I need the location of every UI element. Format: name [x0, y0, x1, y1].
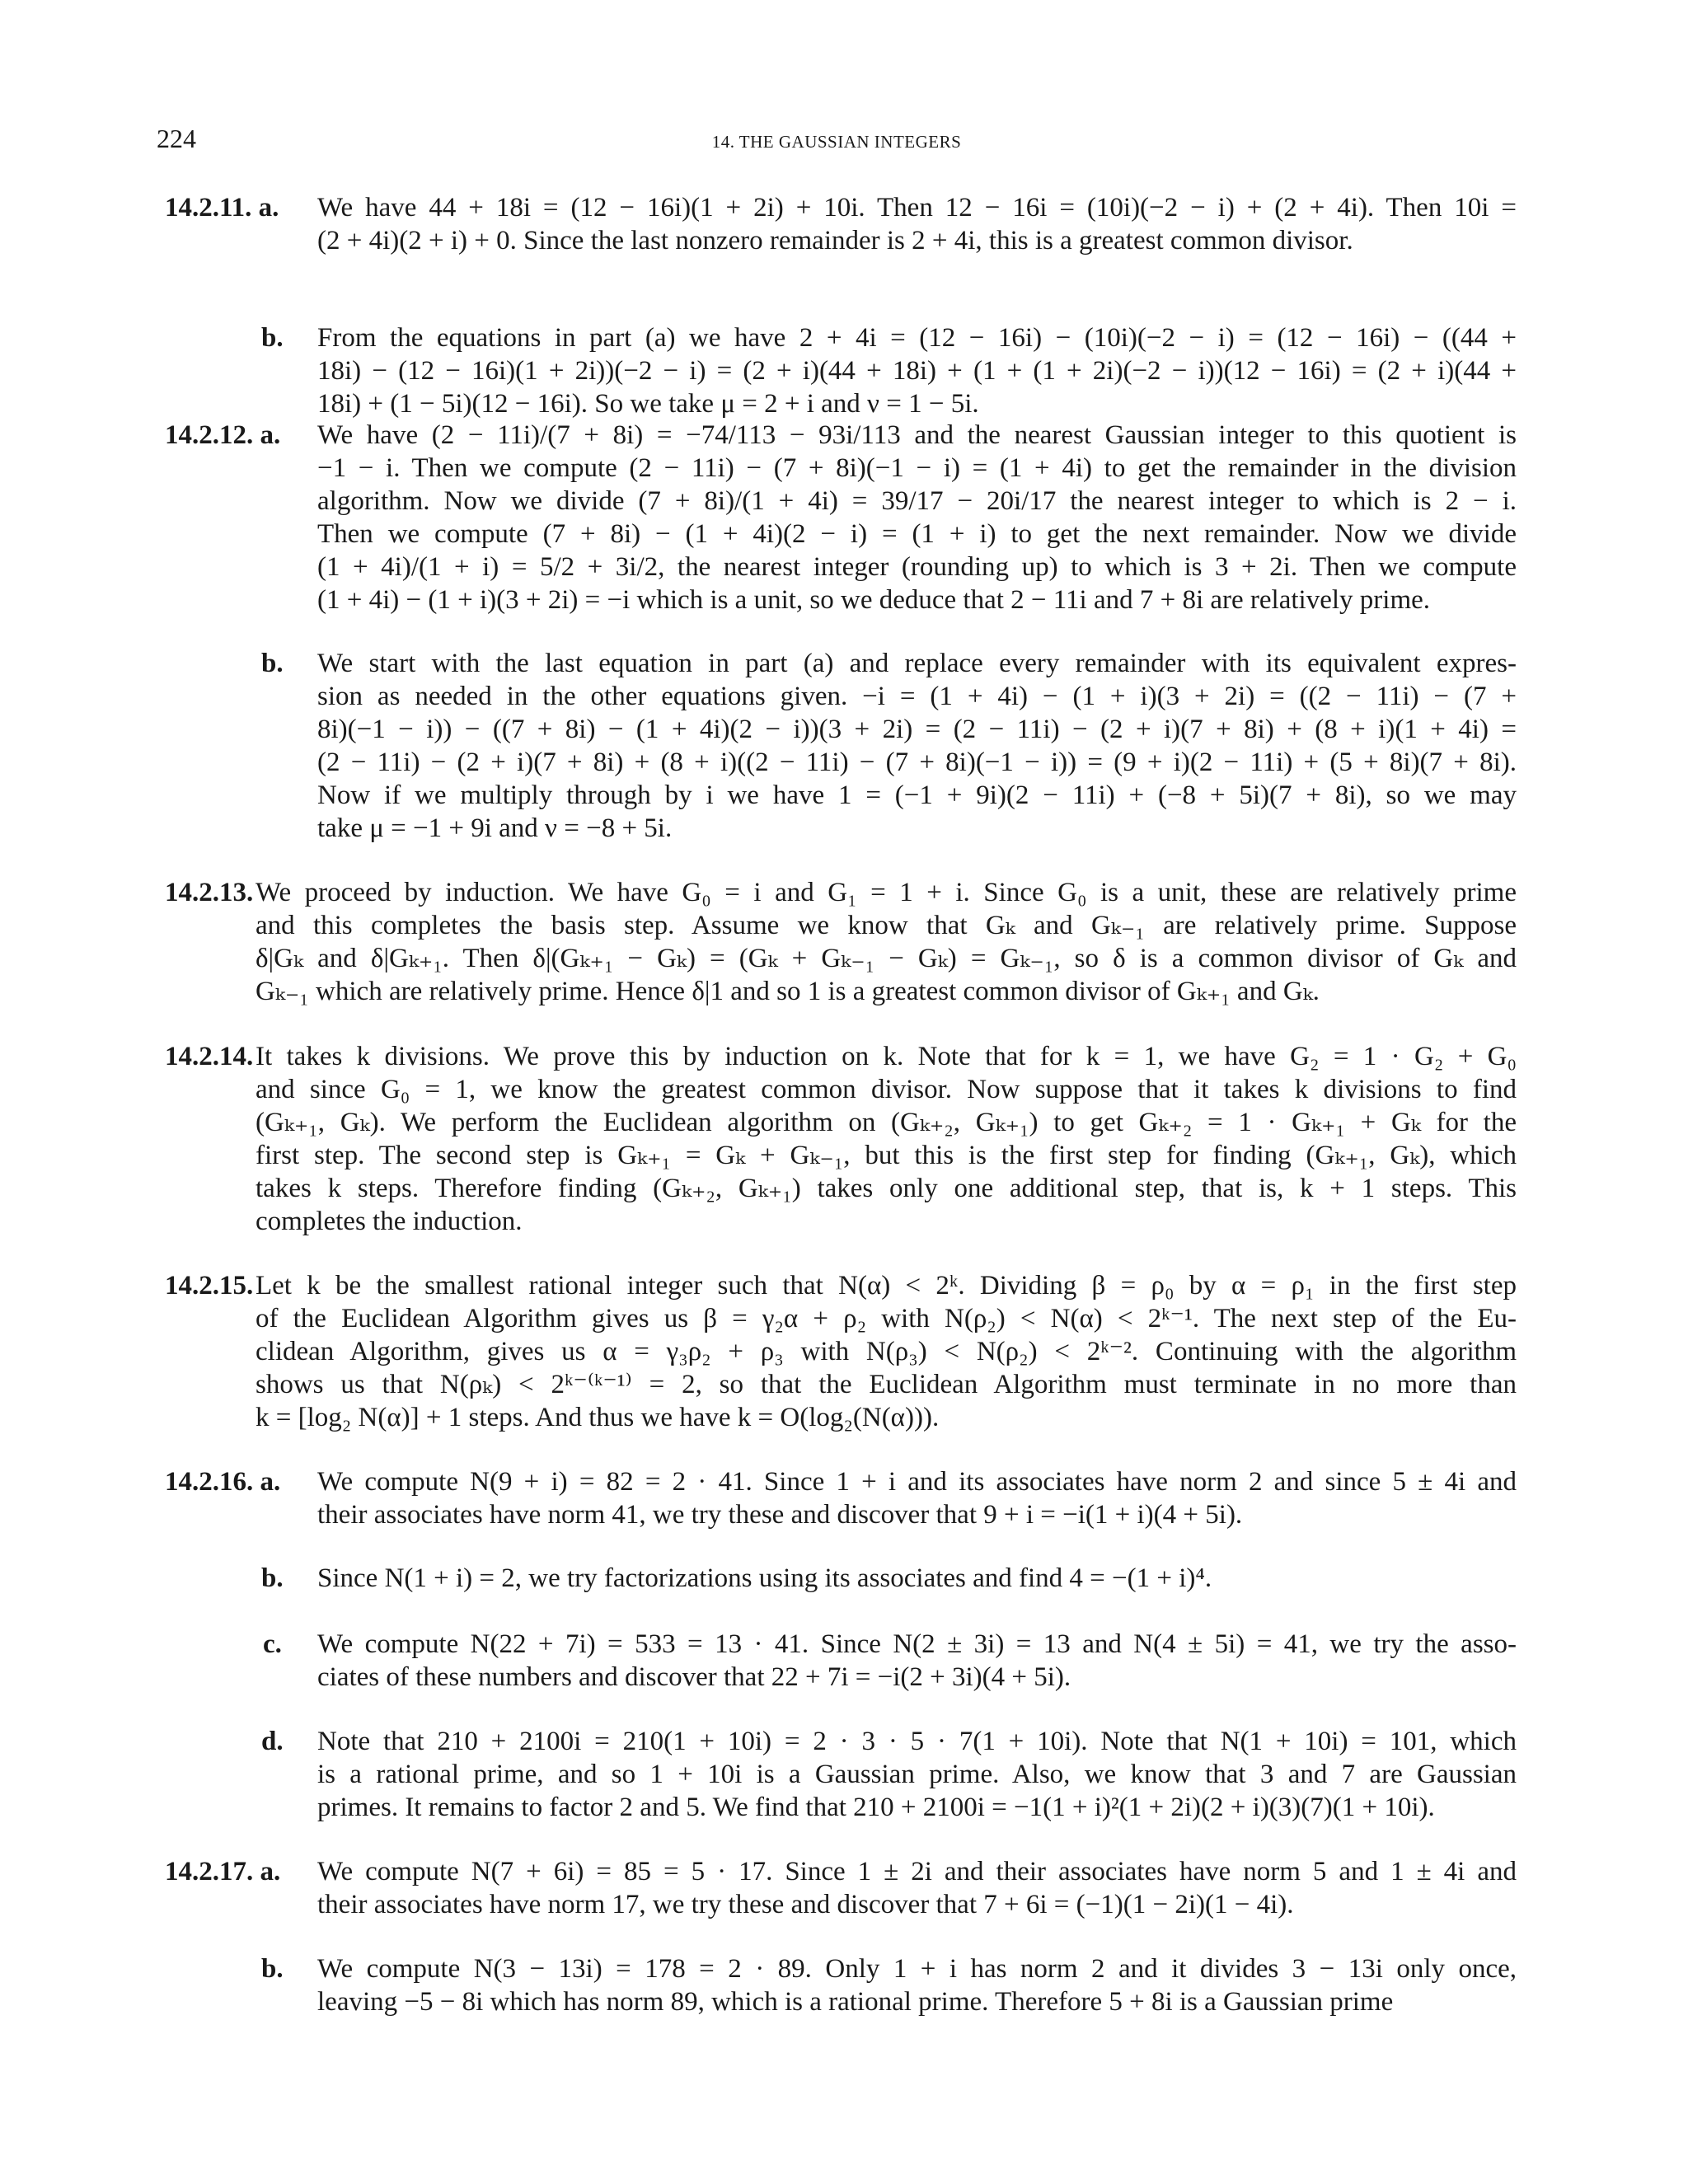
exercise-entry: [165, 191, 1517, 257]
text-line: (2 + 4i)(2 + i) + 0. Since the last nonzero remainder is 2 + 4i, this is a greatest common divisor.: [317, 226, 1353, 255]
exercise-text: [317, 1465, 1517, 1531]
exercise-text: [317, 1952, 1517, 2018]
text-line: Since N(1 + i) = 2, we try factorizations using its associates and find 4 = −(1 + i)⁴.: [317, 1563, 1212, 1593]
text-line: first step. The second step is Gₖ₊₁ = Gₖ + Gₖ₋₁, but this is the first step for finding (Gₖ₊₁, Gₖ), which: [256, 1141, 1517, 1170]
exercise-label: 14.2.13.: [165, 878, 254, 907]
text-line: δ|Gₖ and δ|Gₖ₊₁. Then δ|(Gₖ₊₁ − Gₖ) = (Gₖ + Gₖ₋₁ − Gₖ) = Gₖ₋₁, so δ is a common divisor of Gₖ and: [256, 944, 1517, 973]
exercise-label: 14.2.15.: [165, 1271, 254, 1301]
text-line: Then we compute (7 + 8i) − (1 + 4i)(2 − i) = (1 + i) to get the next remainder. Now we divide: [317, 519, 1517, 549]
text-line: We compute N(3 − 13i) = 178 = 2 · 89. Only 1 + i has norm 2 and it divides 3 − 13i only once,: [317, 1954, 1517, 1984]
text-line: We start with the last equation in part (a) and replace every remainder with its equivalent expres-: [317, 649, 1517, 678]
exercise-entry: [165, 1952, 1517, 2018]
text-line: of the Euclidean Algorithm gives us β = γ₂α + ρ₂ with N(ρ₂) < N(α) < 2ᵏ⁻¹. The next step of the Eu-: [256, 1304, 1517, 1333]
text-line: take μ = −1 + 9i and ν = −8 + 5i.: [317, 813, 673, 843]
exercise-label: b.: [261, 1954, 284, 1984]
text-line: We compute N(22 + 7i) = 533 = 13 · 41. Since N(2 ± 3i) = 13 and N(4 ± 5i) = 41, we try the asso-: [317, 1629, 1517, 1659]
exercise-text: [317, 1562, 1517, 1595]
exercise-entry: [165, 1725, 1517, 1824]
text-line: We compute N(9 + i) = 82 = 2 · 41. Since 1 + i and its associates have norm 2 and since 5 ± 4i and: [317, 1467, 1517, 1497]
text-line: and since G₀ = 1, we know the greatest common divisor. Now suppose that it takes k divisions to find: [256, 1075, 1517, 1104]
text-line: (2 − 11i) − (2 + i)(7 + 8i) + (8 + i)((2 − 11i) − (7 + 8i)(−1 − i)) = (9 + i)(2 − 11i) + (5 + 8i)(7 + 8i).: [317, 748, 1517, 777]
exercise-entry: [165, 1269, 1517, 1434]
exercise-text: [256, 1040, 1517, 1238]
exercise-text: [317, 1855, 1517, 1921]
text-line: k = [log₂ N(α)] + 1 steps. And thus we have k = O(log₂(N(α))).: [256, 1403, 940, 1432]
exercise-entry: [165, 876, 1517, 1008]
exercise-entry: [165, 647, 1517, 845]
text-line: We compute N(7 + 6i) = 85 = 5 · 17. Since 1 ± 2i and their associates have norm 5 and 1 ± 4i and: [317, 1857, 1517, 1886]
exercise-label: 14.2.11. a.: [165, 193, 279, 223]
text-line: algorithm. Now we divide (7 + 8i)/(1 + 4i) = 39/17 − 20i/17 the nearest integer to which is 2 − i.: [317, 486, 1517, 516]
exercise-entry: [165, 1465, 1517, 1531]
text-line: We proceed by induction. We have G₀ = i and G₁ = 1 + i. Since G₀ is a unit, these are relatively prime: [256, 878, 1517, 907]
text-line: 18i) − (12 − 16i)(1 + 2i))(−2 − i) = (2 + i)(44 + 18i) + (1 + (1 + 2i)(−2 − i))(12 − 16i) = (2 + i)(44 +: [317, 356, 1517, 386]
exercise-label: c.: [263, 1629, 282, 1659]
exercise-text: [317, 191, 1517, 257]
text-line: Let k be the smallest rational integer such that N(α) < 2ᵏ. Dividing β = ρ₀ by α = ρ₁ in the first step: [256, 1271, 1517, 1301]
exercise-label: b.: [261, 649, 284, 678]
exercise-entry: [165, 1855, 1517, 1921]
exercise-entry: [165, 419, 1517, 616]
text-line: takes k steps. Therefore finding (Gₖ₊₂, Gₖ₊₁) takes only one additional step, that is, k + 1 steps. This: [256, 1174, 1517, 1203]
exercise-entry: [165, 321, 1517, 420]
text-line: 8i)(−1 − i)) − ((7 + 8i) − (1 + 4i)(2 − i))(3 + 2i) = (2 − 11i) − (2 + i)(7 + 8i) + (8 + i)(1 + 4i) =: [317, 715, 1517, 744]
exercise-label: b.: [261, 1563, 284, 1593]
text-line: shows us that N(ρₖ) < 2ᵏ⁻⁽ᵏ⁻¹⁾ = 2, so that the Euclidean Algorithm must terminate in no more than: [256, 1370, 1517, 1399]
exercise-text: [256, 1269, 1517, 1434]
exercise-text: [317, 647, 1517, 845]
text-line: their associates have norm 17, we try these and discover that 7 + 6i = (−1)(1 − 2i)(1 − 4i).: [317, 1890, 1294, 1919]
text-line: 18i) + (1 − 5i)(12 − 16i). So we take μ = 2 + i and ν = 1 − 5i.: [317, 389, 979, 419]
text-line: (Gₖ₊₁, Gₖ). We perform the Euclidean algorithm on (Gₖ₊₂, Gₖ₊₁) to get Gₖ₊₂ = 1 · Gₖ₊₁ + Gₖ for the: [256, 1108, 1517, 1137]
text-line: leaving −5 − 8i which has norm 89, which is a rational prime. Therefore 5 + 8i is a Gaussian prime: [317, 1987, 1394, 2017]
text-line: −1 − i. Then we compute (2 − 11i) − (7 + 8i)(−1 − i) = (1 + 4i) to get the remainder in the division: [317, 453, 1517, 483]
text-line: Note that 210 + 2100i = 210(1 + 10i) = 2 · 3 · 5 · 7(1 + 10i). Note that N(1 + 10i) = 101, which: [317, 1727, 1517, 1756]
text-line: We have 44 + 18i = (12 − 16i)(1 + 2i) + 10i. Then 12 − 16i = (10i)(−2 − i) + (2 + 4i). Then 10i =: [317, 193, 1517, 223]
exercise-entry: [165, 1628, 1517, 1694]
text-line: sion as needed in the other equations given. −i = (1 + 4i) − (1 + i)(3 + 2i) = ((2 − 11i) − (7 +: [317, 682, 1517, 711]
exercise-text: [317, 1628, 1517, 1694]
text-line: primes. It remains to factor 2 and 5. We find that 210 + 2100i = −1(1 + i)²(1 + 2i)(2 + i)(3)(7)(1 + 10i).: [317, 1793, 1435, 1822]
exercise-label: 14.2.12. a.: [165, 420, 281, 450]
text-line: and this completes the basis step. Assume we know that Gₖ and Gₖ₋₁ are relatively prime. Suppose: [256, 911, 1517, 940]
exercise-text: [317, 1725, 1517, 1824]
exercise-label: 14.2.14.: [165, 1042, 254, 1071]
running-head: 14. THE GAUSSIAN INTEGERS: [711, 132, 962, 152]
text-line: Gₖ₋₁ which are relatively prime. Hence δ|1 and so 1 is a greatest common divisor of Gₖ₊₁ and Gₖ.: [256, 977, 1320, 1006]
text-line: We have (2 − 11i)/(7 + 8i) = −74/113 − 93i/113 and the nearest Gaussian integer to this quotient is: [317, 420, 1517, 450]
text-line: (1 + 4i)/(1 + i) = 5/2 + 3i/2, the nearest integer (rounding up) to which is 3 + 2i. Then we compute: [317, 552, 1517, 582]
exercise-text: [317, 419, 1517, 616]
exercise-label: d.: [261, 1727, 284, 1756]
text-line: Now if we multiply through by i we have 1 = (−1 + 9i)(2 − 11i) + (−8 + 5i)(7 + 8i), so we may: [317, 780, 1517, 810]
text-line: clidean Algorithm, gives us α = γ₃ρ₂ + ρ₃ with N(ρ₃) < N(ρ₂) < 2ᵏ⁻². Continuing with the algorithm: [256, 1337, 1517, 1366]
text-line: their associates have norm 41, we try these and discover that 9 + i = −i(1 + i)(4 + 5i).: [317, 1500, 1243, 1530]
page-number: 224: [157, 124, 196, 153]
exercise-entry: [165, 1562, 1517, 1595]
exercise-text: [256, 876, 1517, 1008]
exercise-label: 14.2.17. a.: [165, 1857, 281, 1886]
text-line: is a rational prime, and so 1 + 10i is a Gaussian prime. Also, we know that 3 and 7 are Gaussian: [317, 1760, 1517, 1789]
text-line: completes the induction.: [256, 1207, 523, 1236]
exercise-text: [317, 321, 1517, 420]
exercise-entry: [165, 1040, 1517, 1238]
exercise-label: 14.2.16. a.: [165, 1467, 281, 1497]
exercise-label: b.: [261, 323, 284, 353]
text-line: (1 + 4i) − (1 + i)(3 + 2i) = −i which is a unit, so we deduce that 2 − 11i and 7 + 8i are relatively prime.: [317, 585, 1431, 615]
page-header: [157, 124, 1517, 157]
text-line: It takes k divisions. We prove this by induction on k. Note that for k = 1, we have G₂ = 1 · G₂ + G₀: [256, 1042, 1517, 1071]
text-line: ciates of these numbers and discover that 22 + 7i = −i(2 + 3i)(4 + 5i).: [317, 1662, 1071, 1692]
text-line: From the equations in part (a) we have 2 + 4i = (12 − 16i) − (10i)(−2 − i) = (12 − 16i) − ((44 +: [317, 323, 1517, 353]
